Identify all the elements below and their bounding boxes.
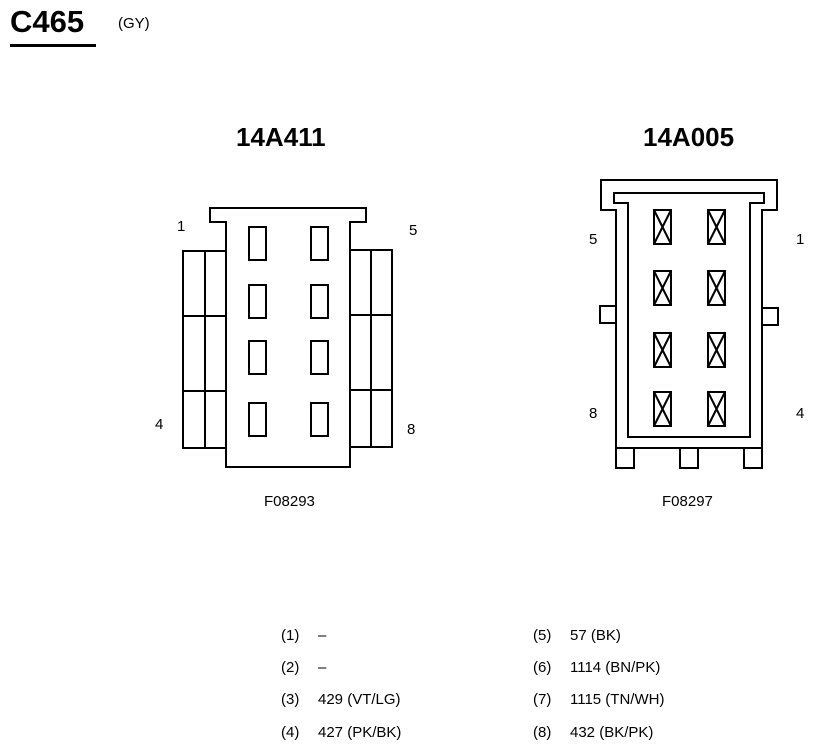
pin-number: (5) — [533, 627, 552, 644]
pin-number: (4) — [281, 724, 300, 741]
pin-number: (3) — [281, 691, 300, 708]
left-connector-face — [183, 208, 392, 467]
pin-circuit: – — [318, 627, 327, 644]
pin-number: (6) — [533, 659, 552, 676]
right-pin-label-1: 1 — [796, 231, 805, 248]
right-figure-id: F08297 — [662, 493, 713, 510]
pin-circuit: 427 (PK/BK) — [318, 724, 402, 741]
pin-circuit: 57 (BK) — [570, 627, 621, 644]
pin-circuit: 429 (VT/LG) — [318, 691, 401, 708]
left-pin-label-1: 1 — [177, 218, 186, 235]
connector-id: C465 — [10, 4, 85, 39]
left-pin-label-4: 4 — [155, 416, 164, 433]
pin-circuit: 1115 (TN/WH) — [570, 691, 665, 708]
pin-circuit: 432 (BK/PK) — [570, 724, 654, 741]
right-pin-label-4: 4 — [796, 405, 805, 422]
pin-number: (2) — [281, 659, 300, 676]
pin-number: (7) — [533, 691, 552, 708]
pin-number: (1) — [281, 627, 300, 644]
left-pin-label-5: 5 — [409, 222, 418, 239]
left-part-number: 14A411 — [236, 122, 326, 152]
right-connector-face — [600, 180, 778, 468]
left-pin-label-8: 8 — [407, 421, 416, 438]
right-part-number: 14A005 — [643, 122, 735, 152]
pin-number: (8) — [533, 724, 552, 741]
left-figure-id: F08293 — [264, 493, 315, 510]
pin-circuit: – — [318, 659, 327, 676]
connector-color-code: (GY) — [118, 15, 150, 32]
right-pin-label-8: 8 — [589, 405, 598, 422]
right-pin-label-5: 5 — [589, 231, 598, 248]
pin-circuit: 1114 (BN/PK) — [570, 659, 661, 676]
